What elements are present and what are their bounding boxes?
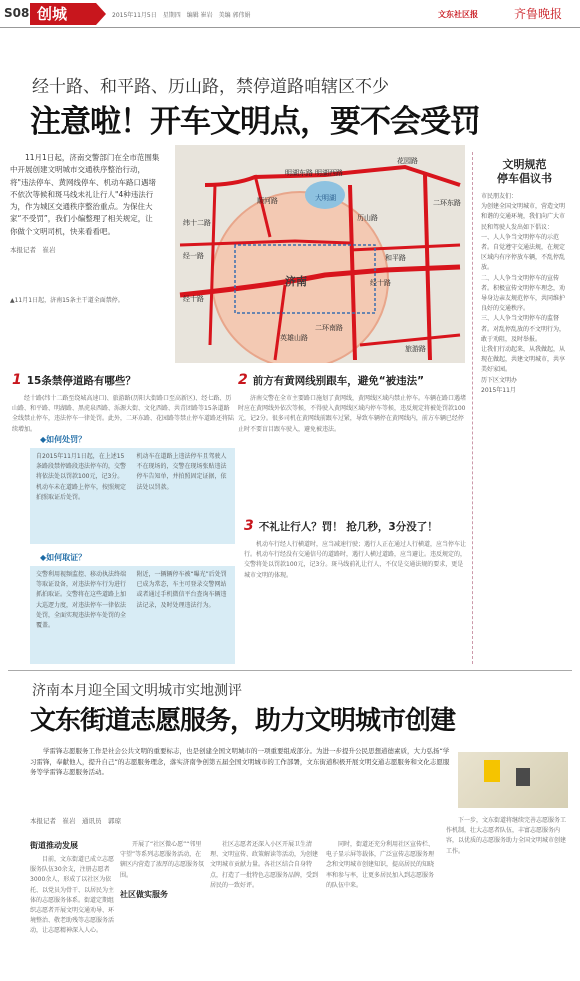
map-label-huayuan: 花园路 — [397, 157, 418, 165]
issue-meta: 2015年11月5日 星期四 编辑 崔岩 美编 郭伟娟 — [112, 12, 251, 19]
section-2-number: 2 — [238, 372, 248, 388]
page-number: S08 — [4, 6, 30, 20]
photo-figure-1 — [484, 760, 500, 782]
article2-title: 文东街道志愿服务，助力文明城市创建 — [30, 706, 456, 736]
col3-text: 社区志愿者还深入小区开展卫生清理、文明宣传、政策解读等活动，为创建文明城市贡献力量。各社区结合自身特点，打造了一批特色志愿服务品牌，受到居民的一致好评。 — [210, 841, 319, 889]
penalty-answer-box — [30, 448, 235, 544]
col1-text: 目前，文东街道已成立志愿服务队伍30余支，注册志愿者3000余人，形成了以社区为依托、以党员为骨干、以居民为主体的志愿服务体系。街道定期组织志愿者开展文明交通劝导、环境整治、敬老助残等志愿服务活动，让志愿精神深入人心。 — [30, 856, 115, 935]
article2-kicker: 济南本月迎全国文明城市实地测评 — [32, 683, 242, 699]
article1-kicker: 经十路、和平路、历山路，禁停道路咱辖区不少 — [32, 77, 389, 97]
newspaper-logo: 齐鲁晚报 — [514, 7, 563, 21]
col2-heading: 社区做实服务 — [120, 889, 168, 899]
map-label-minghudong: 明湖东路 — [285, 169, 313, 177]
section-2-body: 济南交警在全市主要路口施划了黄网线，黄网线区域内禁止停车。车辆在路口遇堵时应在黄网线外依次等候，不得驶入黄网线区域内停车等候，违反规定将被处罚款100元，记2分。很多司机在黄网线前跟车过紧，导致车辆停在黄网线内，前方车辆已经停止时不要盲目跟车驶入，避免被违法。 — [238, 395, 467, 433]
section-3-title: 不礼让行人？罚！ 抢几秒，3分没了！ — [258, 521, 438, 533]
map-label-shunhe: 顺河路 — [257, 197, 278, 205]
volunteer-photo — [458, 752, 568, 808]
section-tab[interactable]: 创城 — [30, 3, 96, 25]
article1-title: 注意啦！开车文明点，要不会受罚 — [30, 104, 480, 140]
map-label-erhuannan: 二环南路 — [315, 324, 343, 332]
section-1-heading — [12, 372, 234, 388]
penalty-answer: 自2015年11月1日起，在上述15条路段禁停路段违法停车的，交警将依法处以罚款100元，记3分。机动车未在道路上停车，按照规定拍照取证后处罚。 — [36, 453, 127, 501]
map-label-jinan: 济南 — [285, 275, 307, 288]
col2-text: 开展了“社区微心愿”“邻里守望”等系列志愿服务活动，在辖区内营造了浓厚的志愿服务氛围。 — [120, 841, 205, 879]
article1-byline: 本报记者 崔岩 — [10, 246, 56, 255]
evidence-answer: 交警利用视频监控、移动执法终端等取证设备，对违法停车行为进行抓拍取证。交警将在这些道路上加大巡逻力度，对违法停车一律依法处罚，全面实现违法停车处罚的全覆盖。 — [36, 571, 127, 630]
penalty-answer-cont: 机动车在道路上违法停车且驾驶人不在现场的，交警在现场张贴违法停车告知单，并拍照固定证据，依法处以罚款。 — [136, 453, 227, 491]
road-map-svg — [175, 145, 465, 363]
section-3-heading — [244, 518, 466, 534]
map-label-jingshi-left: 经十路 — [183, 295, 204, 303]
map-label-wei12: 纬十二路 — [183, 219, 211, 227]
section-3-body: 机动车行经人行横道时，应当减速行驶；遇行人正在通过人行横道，应当停车让行。机动车行经没有交通信号的道路时，遇行人横过道路，应当避让。违反规定的，交警将处以罚款100元，记3分。斑马线前礼让行人，不仅是交通法规的要求，更是城市文明的体现。 — [244, 541, 467, 579]
map-label-yingxiong: 英雄山路 — [280, 334, 308, 342]
article2-col3 — [210, 840, 320, 891]
map-label-heping: 和平路 — [385, 254, 406, 262]
section-3-number: 3 — [244, 518, 254, 534]
section-2 — [238, 372, 466, 435]
question-evidence: ◆如何取证？ — [40, 553, 87, 562]
article1-lead — [10, 152, 160, 256]
evidence-answer-box — [30, 566, 235, 664]
road-map — [175, 145, 465, 363]
col1-heading: 街道推动发展 — [30, 841, 78, 850]
parking-proposal-box — [472, 152, 574, 664]
map-label-lishan: 历山路 — [357, 214, 378, 222]
article2-col5 — [446, 816, 568, 857]
col4-text: 同时，街道还充分利用社区宣传栏、电子显示屏等载体，广泛宣传志愿服务理念和文明城市创建知识，提高居民的知晓率和参与率，让更多居民加入到志愿服务的队伍中来。 — [326, 841, 435, 889]
photo-figure-2 — [516, 768, 530, 786]
map-caption: ▲11月1日起，济南15条主干道全面禁停。 — [10, 297, 124, 304]
section-1-title: 15条禁停道路有哪些？ — [26, 375, 136, 387]
article2-lead: 学雷锋志愿服务工作是社会公共文明的重要标志，也是创建全国文明城市的一项重要组成部分。为进一步提升公民思想道德素质，大力弘扬“学习雷锋，奉献他人，提升自己”的志愿服务理念，落实济南争创第五届全国文明城市的工作部署，文东街道积极开展文明交通志愿服务和文化志愿服务等学雷锋志愿服务活动。 — [30, 747, 450, 776]
map-label-jingshi-right: 经十路 — [370, 279, 391, 287]
col5-text: 下一步，文东街道将继续完善志愿服务工作机制，壮大志愿者队伍，丰富志愿服务内容，以优质的志愿服务助力全国文明城市创建工作。 — [446, 817, 567, 855]
map-label-minghuxi: 明湖西路 — [315, 169, 343, 177]
proposal-body: 市民朋友们： 为创建全国文明城市，营造文明和谐的交通环境，我们向广大市民和驾驶人发出如下倡议： 一、人人争当文明停车的示范者。自觉遵守交通法规，在规定区域内有序停放车辆，不乱停乱放。 二、人人争当文明停车的宣传者。积极宣传文明停车理念，劝导身边亲友规范停车，共同维护良好的交通秩序。 三、人人争当文明停车的监督者。对乱停乱放的不文明行为，敢于劝阻，及时举报。 让我们行动起来，从我做起，从现在做起，共建文明城市，共享美好家园。 历下区文明办 2015年11月 — [481, 193, 566, 394]
article2-byline: 本报记者 崔岩 通讯员 郭琼 — [30, 817, 121, 825]
evidence-answer-cont: 附近，一辆辆停车被“曝光”后处罚已成为常态，车主可登录交警网站或者通过手机微信平台查询车辆违法记录，及时处理违法行为。 — [136, 571, 227, 609]
map-label-lvyou: 旅游路 — [405, 345, 426, 353]
section-1-number: 1 — [12, 372, 22, 388]
proposal-title: 文明规范 停车倡议书 — [497, 158, 552, 185]
lead-text: 11月1日起，济南交警部门在全市范围集中开展创建文明城市交通秩序整治行动，将"违法停车、黄网线停车、机动车路口遇堵不依次等候和斑马线未礼让行人"4种违法行为，作为城区交通秩序整治重点。为保住大家“不受罚”，我们小编整理了相关规定，让你做个文明司机，快来看看吧。 — [10, 153, 160, 236]
section-2-title: 前方有黄网线别跟车，避免“被违法” — [252, 375, 425, 387]
section-2-heading — [238, 372, 466, 388]
section-1-body: 经十路(纬十二路至绕城高速口)、旅游路(历阳大街路口至高新区)、经七路、历山路、和平路、明湖路、黑虎泉西路、泺源大街、文化西路、共青团路等15条道路全线禁止停车，违法停车一律处罚。此外，二环东路、花园路等禁止停车道路还将陆续增加。 — [12, 395, 235, 433]
map-label-jingyi: 经一路 — [183, 252, 204, 260]
map-label-lake: 大明湖 — [315, 194, 336, 202]
article2-col4 — [326, 840, 436, 891]
article2-col2 — [120, 840, 204, 900]
article2-col1 — [30, 840, 114, 937]
question-penalty: ◆如何处罚？ — [40, 435, 87, 444]
section-1 — [12, 372, 234, 435]
brand-name: 文东社区报 — [438, 10, 478, 19]
article-divider — [8, 670, 572, 671]
map-label-erhuandong: 二环东路 — [433, 199, 461, 207]
section-3 — [244, 518, 466, 581]
